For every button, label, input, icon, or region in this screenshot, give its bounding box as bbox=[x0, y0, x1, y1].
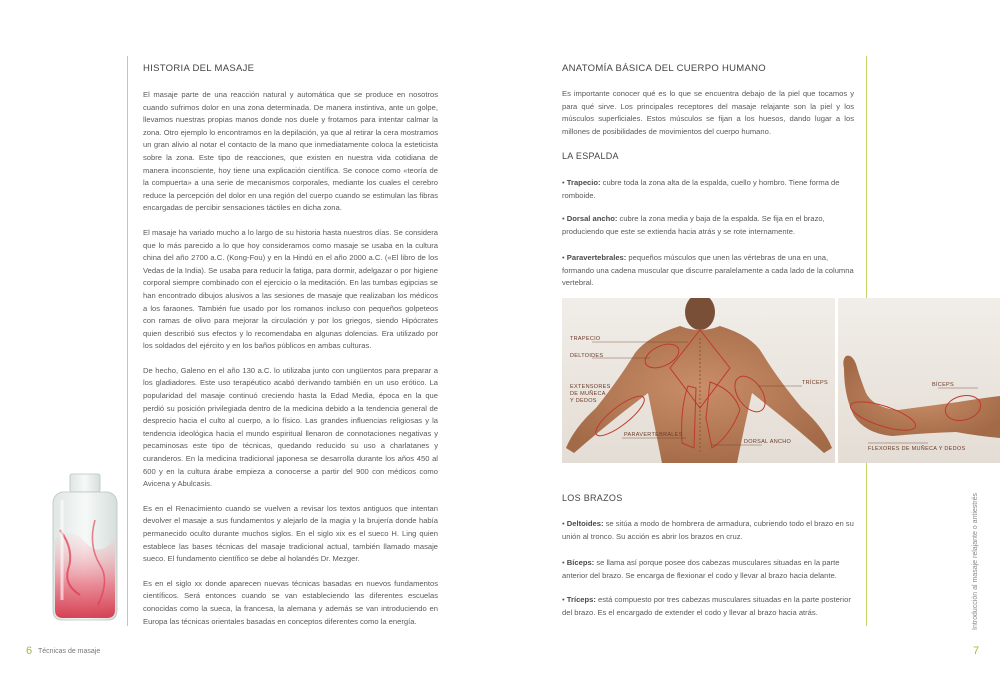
label-paravertebrales: Paravertebrales bbox=[624, 432, 683, 438]
label-flexores: Flexores de muñeca y dedos bbox=[868, 446, 966, 452]
label-trapecio: Trapecio bbox=[570, 336, 601, 342]
arm-muscles-photo bbox=[838, 298, 1000, 463]
right-side-running-title: Introducción al masaje relajante o antiestrés bbox=[972, 493, 979, 630]
history-paragraph-2: El masaje ha variado mucho a lo largo de su historia hasta nuestros días. Se considera que lo más parecido a lo que hoy consideramos como masaje se usaba en la cultura china del año 2700 a.C. (Kong-Fou) y en la Hindú en el año 2000 a.C. («El libro de los Vedas de la India). Se usaba para reducir la fatiga, para dormir, adelgazar o por higiene corporal siempre combinado con el ejercicio o la meditación. En las tumbas egipcias se han encontrado dibujos alusivos a las sesiones de masaje que realizaban los médicos a los faraones. También fue usado por los romanos incluso con pequeños golpeteos con ramas de olivo para mejorar la circulación y por los griegos, siendo Hipócrates quien describió sus efectos y lo recomendaba en algunas dolencias. Era utilizado por los soldados del ejército y en los baños públicos en ambas culturas. bbox=[143, 227, 438, 351]
label-extensores-2: de muñeca bbox=[570, 391, 606, 397]
arm-term: Tríceps: bbox=[566, 595, 596, 604]
arm-desc: se sitúa a modo de hombrera de armadura, cubriendo todo el brazo en su unión al tronco. Su acción es abrir los brazos en cruz. bbox=[562, 519, 854, 541]
arm-item-deltoides: • Deltoides: se sitúa a modo de hombrera de armadura, cubriendo todo el brazo en su unión al tronco. Su acción es abrir los brazos en cruz. bbox=[562, 519, 854, 541]
label-extensores-1: Extensores bbox=[570, 384, 611, 390]
back-item-trapecio: • Trapecio: cubre toda la zona alta de la espalda, cuello y hombro. Tiene forma de romboide. bbox=[562, 178, 840, 200]
label-biceps: Bíceps bbox=[932, 382, 954, 388]
arm-term: Bíceps: bbox=[566, 558, 595, 567]
back-heading: LA ESPALDA bbox=[562, 151, 619, 161]
arm-item-biceps: • Bíceps: se llama así porque posee dos cabezas musculares situadas en la parte anterior del brazo. Se encarga de flexionar el codo y llevar al brazo hacia delante. bbox=[562, 558, 840, 580]
history-paragraph-5: Es en el siglo xx donde aparecen nuevas técnicas basadas en nuevos fundamentos científicos. Será entonces cuando se van estableciendo las diferentes escuelas conocidas como la sueca, la francesa, la alemana y además se van introduciendo en Europa las técnicas orientales basadas en conceptos diferentes como la energía. bbox=[143, 578, 438, 626]
arm-desc: está compuesto por tres cabezas musculares situadas en la parte posterior del brazo. Es el encargado de extender el codo y llevar al brazo hacia atrás. bbox=[562, 595, 851, 617]
back-term: Dorsal ancho: bbox=[566, 214, 618, 223]
history-paragraph-1: El masaje parte de una reacción natural y automática que se produce en nosotros cuando sufrimos dolor en una zona determinada. De manera instintiva, ante un golpe, llevamos nuestras propias manos donde nos duele y frotamos para intentar calmar la zona. Otro ejemplo lo encontramos en la depilación, ya que al retirar la cera mostramos un gran alivio al notar el contacto de la mano que inmediatamente coloca la esteticista sobre la zona. Este tipo de reacciones, que existen en nuestra vida cotidiana de manera inconsciente, hoy tiene una explicación científica. Se conoce como «teoría de la compuerta» a una serie de mecanismos corporales, mediante los cuales el cerebro reduce la percepción del dolor en una región del cuerpo cuando se estimulan las fibras encargadas de percibir sensaciones táctiles en dicha zona. bbox=[143, 90, 438, 213]
history-paragraph-4: Es en el Renacimiento cuando se vuelven a revisar los textos antiguos que intentan devolver el masaje a sus fundamentos y alejarlo de la magia y la brujería donde había permanecido oculto durante muchos siglos. En el siglo xix es el sueco H. Ling quien establece las bases técnicas del masaje tradicional actual, también llamado masaje sueco. El fundamento científico se debe al holandés Dr. Mezger. bbox=[143, 503, 438, 564]
label-extensores-3: y dedos bbox=[570, 398, 597, 404]
arm-item-triceps: • Tríceps: está compuesto por tres cabezas musculares situadas en la parte posterior del brazo. Es el encargado de extender el codo y llevar al brazo hacia atrás. bbox=[562, 595, 851, 617]
anatomy-intro: Es importante conocer qué es lo que se encuentra debajo de la piel que tocamos y para qué sirve. Los principales receptores del masaje relajante son la piel y los músculos superficiales. Estos músculos se fijan a los huesos, dando lugar a los millones de posibilidades de movimientos del cuerpo humano. bbox=[562, 89, 854, 136]
back-term: Trapecio: bbox=[566, 178, 601, 187]
history-paragraph-3: De hecho, Galeno en el año 130 a.C. lo utilizaba junto con ungüentos para preparar a los gladiadores. Este uso terapéutico acabó derivando también en un uso erótico. La popularidad del masaje continuó creciendo hasta la Edad Media, época en la que perdió su posición privilegiada dentro de la medicina debido a la tendencia general de desprecio hacia el culto al cuerpo, a lo físico. Las grandes influencias religiosas y la tendencia ideológica hacia el mundo espiritual llenaron de connotaciones negativas y pecaminosas este tipo de técnicas, quedando reducido su uso a charlatanes y curanderos. En la medicina tradicional japonesa se desarrolla durante los años 450 al 600 y en la cultura árabe empieza a conocerse a partir del 900 con médicos como Avicena y Abulcasis. bbox=[143, 365, 438, 489]
back-item-dorsal: • Dorsal ancho: cubre la zona media y baja de la espalda. Se fija en el brazo, produciendo que este se extienda hacia atrás y se rote internamente. bbox=[562, 214, 825, 236]
right-section-title: ANATOMÍA BÁSICA DEL CUERPO HUMANO bbox=[562, 63, 766, 74]
label-deltoides: Deltoides bbox=[570, 353, 604, 359]
left-body-text bbox=[143, 89, 438, 640]
back-item-paravertebrales: • Paravertebrales: pequeños músculos que unen las vértebras de una en una, formando una cadena muscular que discurre paralelamente a cada lado de la columna vertebral. bbox=[562, 253, 854, 288]
back-desc: cubre la zona media y baja de la espalda. Se fija en el brazo, produciendo que este se extienda hacia atrás y se rote internamente. bbox=[562, 214, 825, 236]
back-desc: pequeños músculos que unen las vértebras de una en una, formando una cadena muscular que discurre paralelamente a cada lado de la columna vertebral. bbox=[562, 253, 854, 288]
arm-desc: se llama así porque posee dos cabezas musculares situadas en la parte anterior del brazo. Se encarga de flexionar el codo y llevar al brazo hacia delante. bbox=[562, 558, 840, 580]
back-term: Paravertebrales: bbox=[566, 253, 627, 262]
left-section-title: HISTORIA DEL MASAJE bbox=[143, 63, 255, 74]
left-page-number: 6 bbox=[26, 645, 33, 657]
oil-bottle-image bbox=[40, 470, 130, 625]
arms-heading: LOS BRAZOS bbox=[562, 493, 623, 503]
label-dorsal: Dorsal ancho bbox=[744, 439, 792, 445]
right-page-number: 7 bbox=[973, 645, 980, 657]
label-triceps: Tríceps bbox=[802, 380, 828, 386]
back-desc: cubre toda la zona alta de la espalda, cuello y hombro. Tiene forma de romboide. bbox=[562, 178, 840, 200]
arm-term: Deltoides: bbox=[566, 519, 604, 528]
left-footer-text: Técnicas de masaje bbox=[38, 648, 101, 655]
back-muscles-photo bbox=[562, 298, 835, 463]
